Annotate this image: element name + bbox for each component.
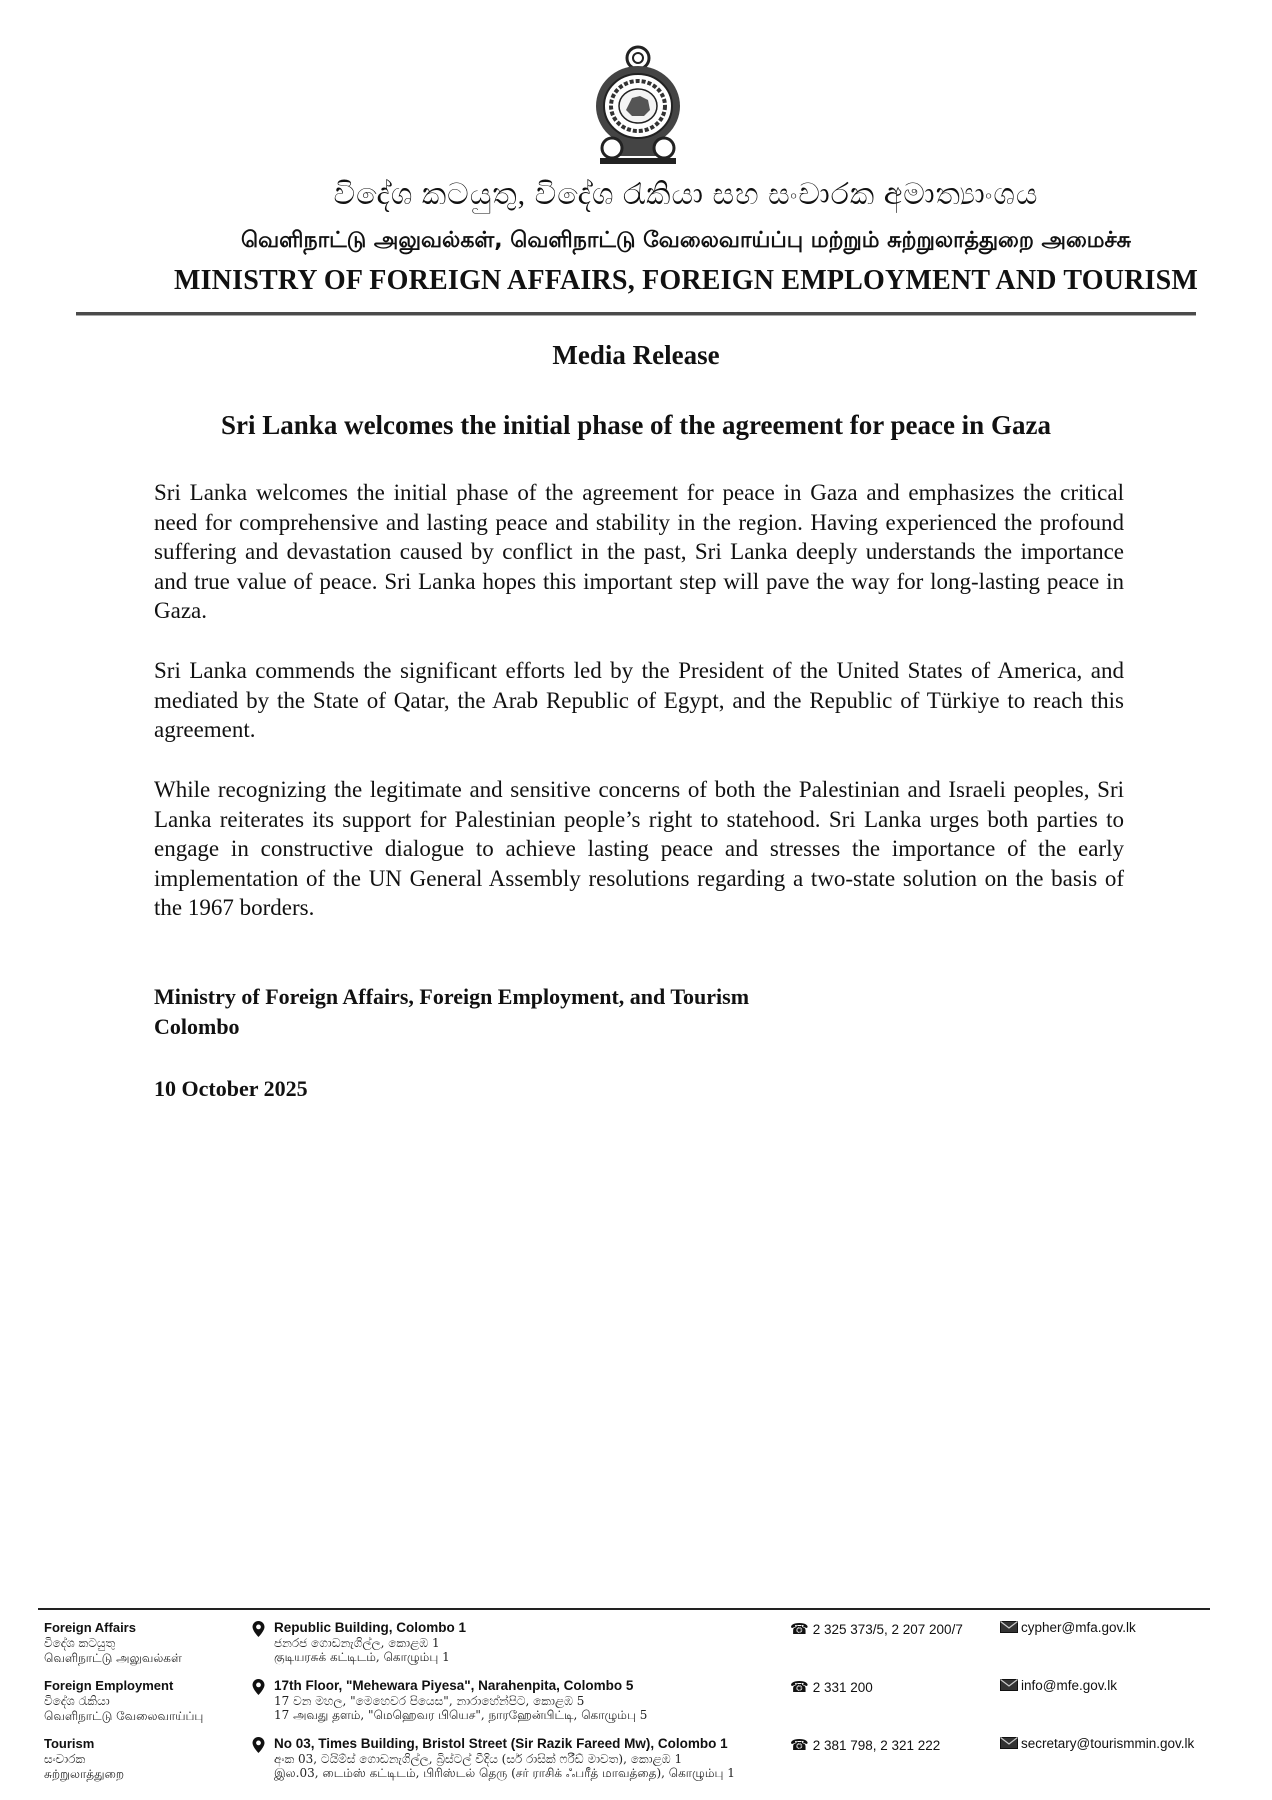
address-block <box>252 1678 792 1722</box>
document-type-heading: Media Release <box>552 340 720 370</box>
department-name-tamil: வெளிநாட்டு அலுவல்கள் <box>44 1651 182 1665</box>
email-address[interactable]: secretary@tourismmin.gov.lk <box>1021 1736 1195 1751</box>
map-pin-icon <box>252 1679 265 1695</box>
email-address[interactable]: cypher@mfa.gov.lk <box>1021 1620 1136 1635</box>
address-english: Republic Building, Colombo 1 <box>274 1620 466 1635</box>
footer-office-foreign-affairs <box>0 1620 1272 1676</box>
department-name-sinhala: විදේශ කටයුතු <box>44 1636 116 1650</box>
email-contact[interactable] <box>1000 1678 1117 1693</box>
ministry-name-english: MINISTRY OF FOREIGN AFFAIRS, FOREIGN EMPLOYMENT AND TOURISM <box>173 265 1199 296</box>
address-block <box>252 1620 792 1664</box>
signature-city: Colombo <box>154 1014 240 1039</box>
envelope-icon <box>1000 1679 1018 1691</box>
department-block <box>44 1736 244 1782</box>
email-contact[interactable] <box>1000 1620 1136 1635</box>
telephone-icon: ☎ <box>790 1678 809 1696</box>
footer-office-tourism <box>0 1736 1272 1792</box>
address-tamil: இல.03, டைம்ஸ் கட்டிடம், பிரிஸ்டல் தெரு (சர் ராசிக் ஃபரீத் மாவத்தை), கொழும்பு 1 <box>274 1766 735 1780</box>
footer-office-foreign-employment <box>0 1678 1272 1734</box>
phone-number: 2 381 798, 2 321 222 <box>812 1738 941 1753</box>
address-sinhala: ජනරජ ගොඩනැගිල්ල, කොළඹ 1 <box>274 1636 440 1650</box>
department-name-sinhala: සංචාරක <box>44 1752 86 1766</box>
footer-divider <box>38 1608 1210 1610</box>
address-sinhala: අංක 03, ටයිම්ස් ගොඩනැගිල්ල, බ්‍රිස්ටල් වීදිය (සර් රාසික් ෆරීඩ් මාවත), කොළඹ 1 <box>274 1752 683 1766</box>
address-tamil: 17 அவது தளம், "மெஹெவர பியெச", நாரஹேன்பிட்டி, கொழும்பு 5 <box>274 1708 648 1722</box>
header-divider <box>76 312 1196 316</box>
release-date: 10 October 2025 <box>154 1076 308 1101</box>
map-pin-icon <box>252 1621 265 1637</box>
department-name: Foreign Affairs <box>44 1620 136 1635</box>
ministry-name-tamil: வெளிநாட்டு அலுவல்கள், வெளிநாட்டு வேலைவாய்ப்பு மற்றும் சுற்றுலாத்துறை அமைச்சு <box>240 228 1132 253</box>
body-paragraph: While recognizing the legitimate and sensitive concerns of both the Palestinian and Israeli peoples, Sri Lanka reiterates its support for Palestinian people’s right to statehood. Sri Lanka urges both parties to engage in constructive dialogue to achieve lasting peace and stresses the importance of the early implementation of the UN General Assembly resolutions regarding a two-state solution on the basis of the 1967 borders. <box>154 777 1124 920</box>
department-name-tamil: வெளிநாட்டு வேலைவாய்ப்பு <box>44 1709 204 1723</box>
envelope-icon <box>1000 1621 1018 1633</box>
national-emblem-icon <box>588 44 688 168</box>
address-english: No 03, Times Building, Bristol Street (Sir Razik Fareed Mw), Colombo 1 <box>274 1736 728 1751</box>
department-name: Foreign Employment <box>44 1678 174 1693</box>
department-block <box>44 1678 244 1724</box>
department-name-tamil: சுற்றுலாத்துறை <box>44 1767 125 1781</box>
address-english: 17th Floor, "Mehewara Piyesa", Narahenpita, Colombo 5 <box>274 1678 634 1693</box>
document-title: Sri Lanka welcomes the initial phase of the agreement for peace in Gaza <box>221 410 1051 440</box>
phone-contact <box>790 1678 873 1696</box>
phone-contact <box>790 1736 940 1754</box>
address-tamil: குடியரசுக் கட்டிடம், கொழும்பு 1 <box>274 1650 450 1664</box>
body-paragraph: Sri Lanka commends the significant efforts led by the President of the United States of America, and mediated by the State of Qatar, the Arab Republic of Egypt, and the Republic of Türkiye to reach this agreement. <box>154 658 1124 742</box>
signature-organization: Ministry of Foreign Affairs, Foreign Employment, and Tourism <box>154 984 750 1009</box>
ministry-name-sinhala: විදේශ කටයුතු, විදේශ රැකියා සහ සංචාරක අමාත්‍යාංශය <box>333 178 1039 211</box>
address-block <box>252 1736 792 1780</box>
map-pin-icon <box>252 1737 265 1753</box>
phone-number: 2 325 373/5, 2 207 200/7 <box>812 1622 963 1637</box>
department-block <box>44 1620 244 1666</box>
telephone-icon: ☎ <box>790 1736 809 1754</box>
department-name: Tourism <box>44 1736 95 1751</box>
email-address[interactable]: info@mfe.gov.lk <box>1021 1678 1117 1693</box>
phone-number: 2 331 200 <box>812 1680 873 1695</box>
envelope-icon <box>1000 1737 1018 1749</box>
email-contact[interactable] <box>1000 1736 1194 1751</box>
address-sinhala: 17 වන මහල, "මෙහෙවර පියෙස", නාරාහේන්පිට, කොළඹ 5 <box>274 1694 585 1708</box>
telephone-icon: ☎ <box>790 1620 809 1638</box>
department-name-sinhala: විදේශ රැකියා <box>44 1694 110 1708</box>
body-paragraph: Sri Lanka welcomes the initial phase of the agreement for peace in Gaza and emphasizes the critical need for comprehensive and lasting peace and stability in the region. Having experienced the profound suffering and devastation caused by conflict in the past, Sri Lanka deeply understands the importance and true value of peace. Sri Lanka hopes this important step will pave the way for long-lasting peace in Gaza. <box>154 480 1124 623</box>
phone-contact <box>790 1620 963 1638</box>
